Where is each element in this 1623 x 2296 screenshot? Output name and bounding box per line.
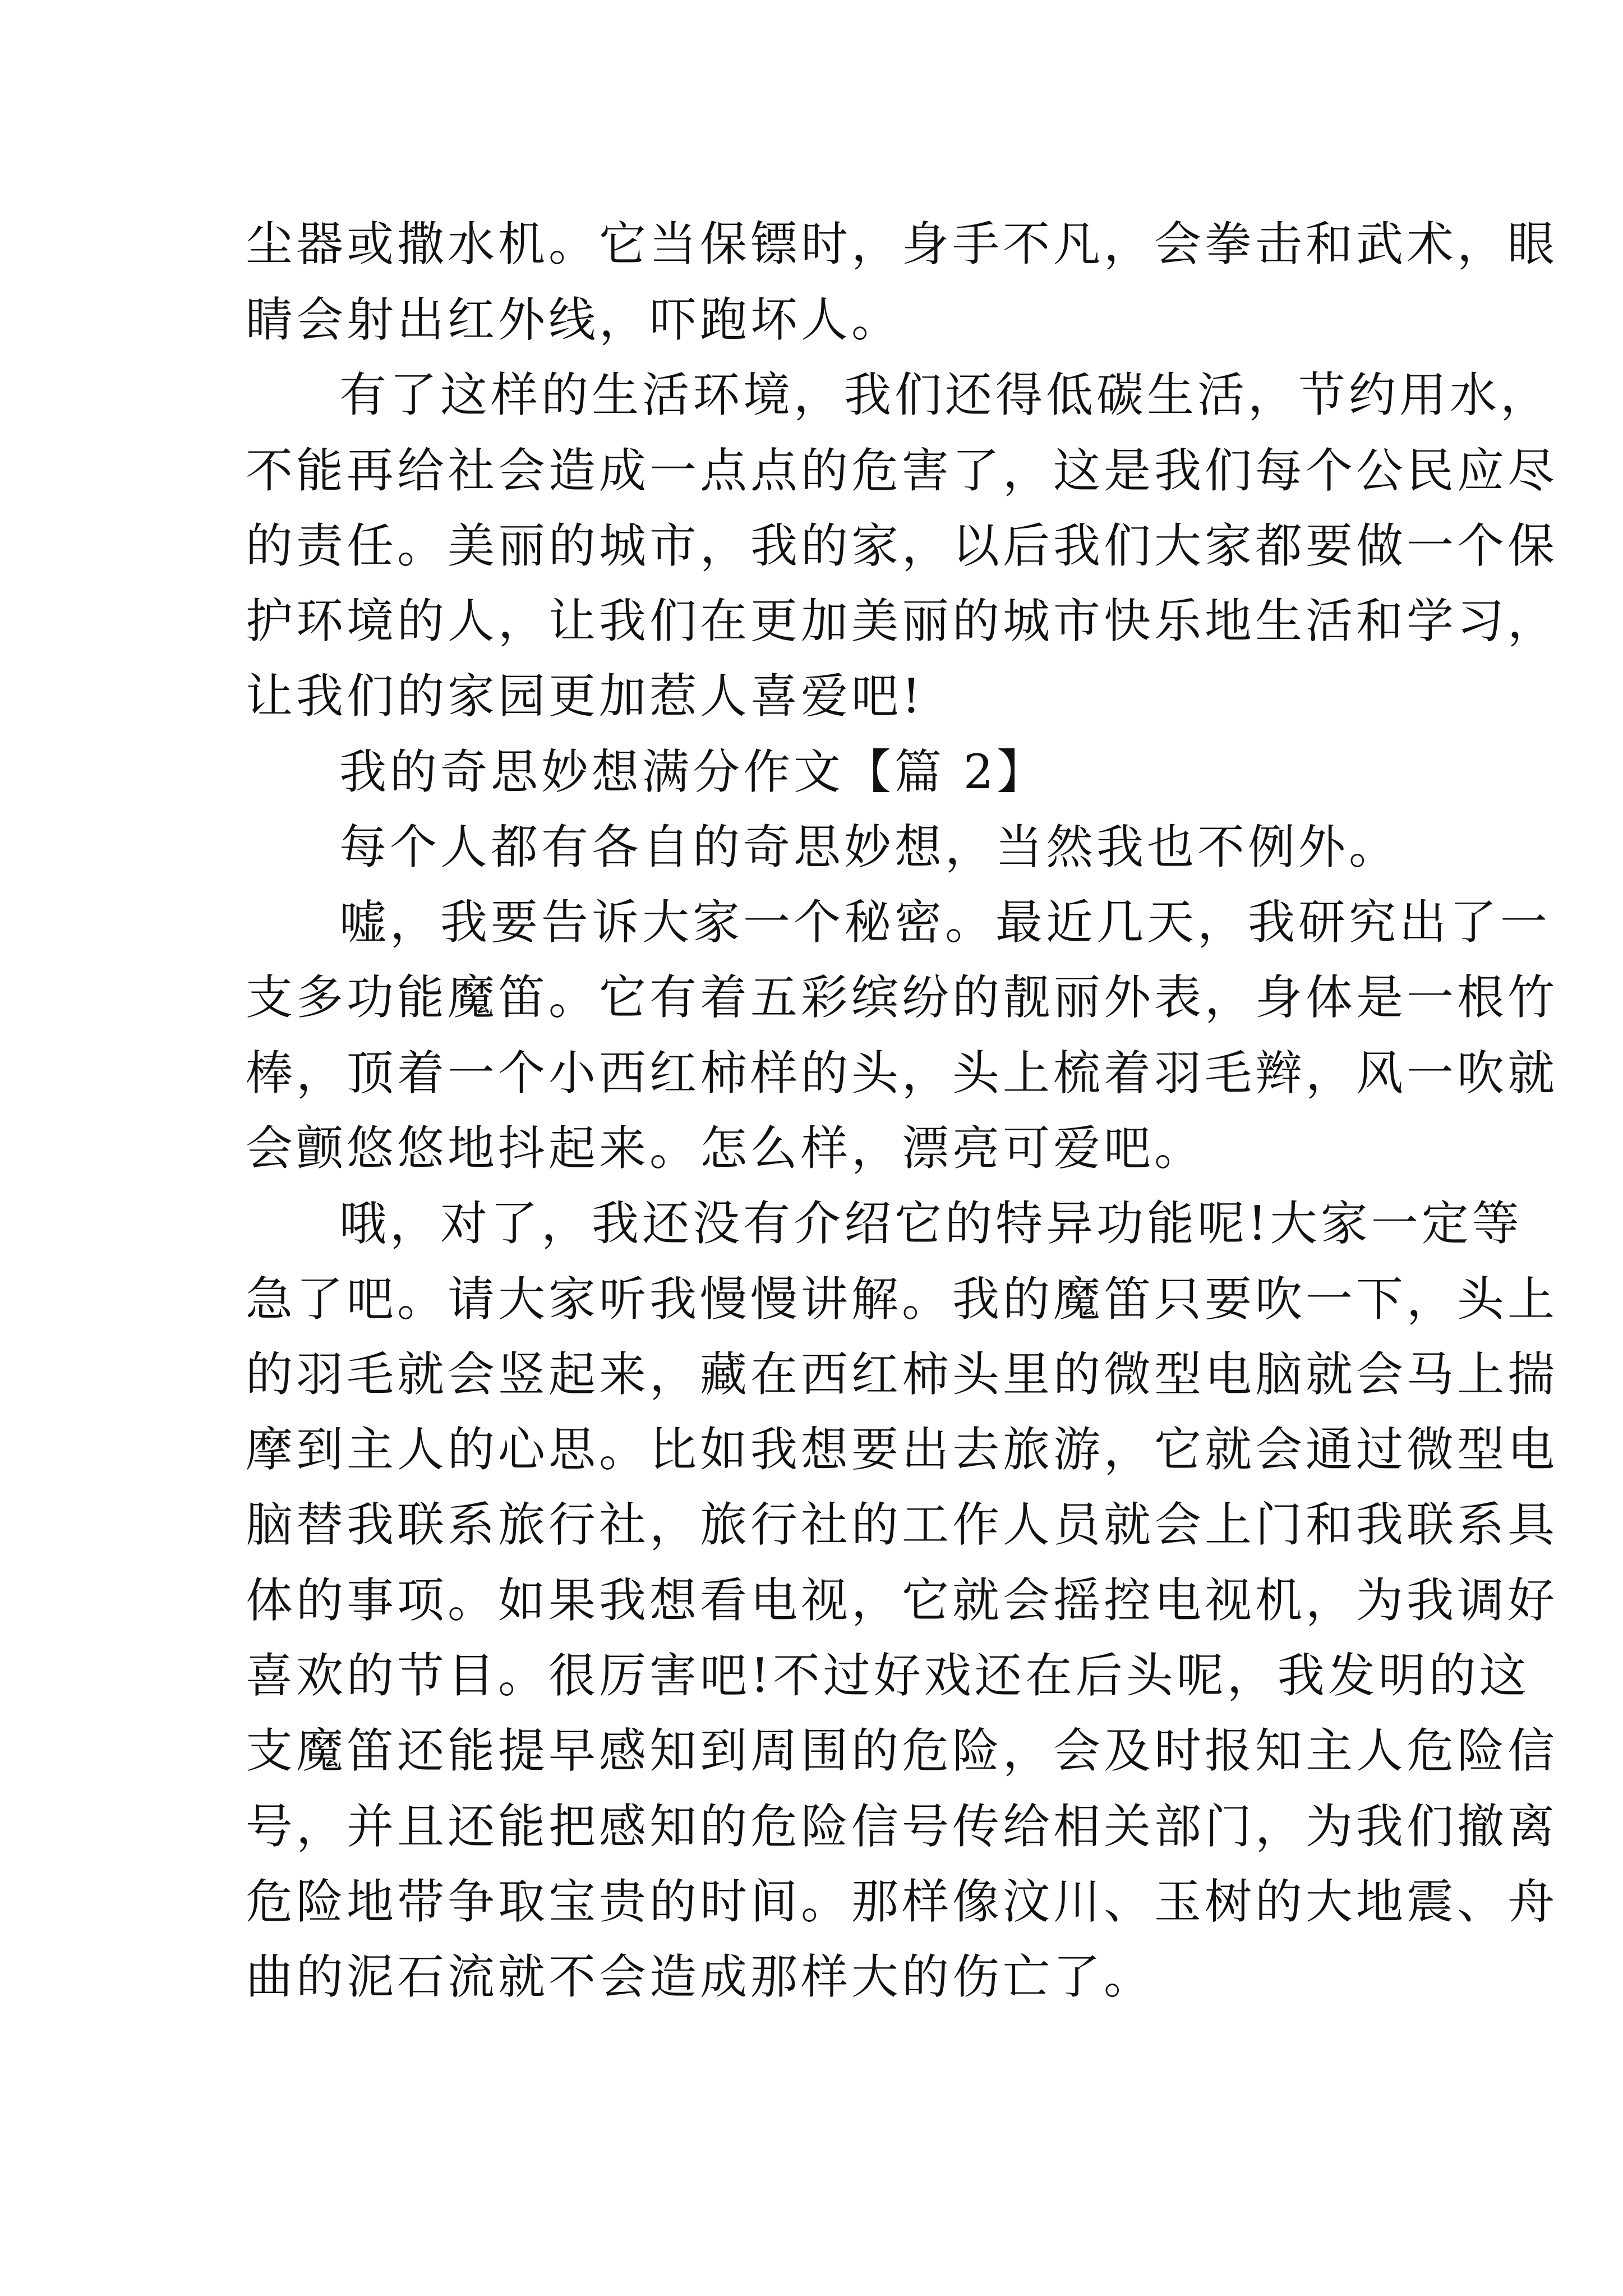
text-line: 的羽毛就会竖起来，藏在西红柿头里的微型电脑就会马上揣 — [246, 1347, 1559, 1402]
text-line: 尘器或撒水机。它当保镖时，身手不凡，会拳击和武术，眼 — [246, 217, 1559, 272]
text-line: 不能再给社会造成一点点的危害了，这是我们每个公民应尽 — [246, 443, 1559, 498]
text-line: 棒，顶着一个小西红柿样的头，头上梳着羽毛辫，风一吹就 — [246, 1046, 1559, 1101]
text-line: 喜欢的节目。很厉害吧!不过好戏还在后头呢，我发明的这 — [246, 1648, 1530, 1703]
text-line: 支魔笛还能提早感知到周围的危险，会及时报知主人危险信 — [246, 1723, 1559, 1778]
text-line: 护环境的人，让我们在更加美丽的城市快乐地生活和学习， — [246, 593, 1559, 648]
paragraph-start-line: 每个人都有各自的奇思妙想，当然我也不例外。 — [339, 820, 1400, 875]
text-line: 脑替我联系旅行社，旅行社的工作人员就会上门和我联系具 — [246, 1497, 1559, 1552]
text-line: 危险地带争取宝贵的时间。那样像汶川、玉树的大地震、舟 — [246, 1874, 1559, 1929]
paragraph-start-line: 哦，对了，我还没有介绍它的特异功能呢!大家一定等 — [339, 1196, 1523, 1251]
text-line: 号，并且还能把感知的危险信号传给相关部门，为我们撤离 — [246, 1799, 1559, 1854]
text-line: 支多功能魔笛。它有着五彩缤纷的靓丽外表，身体是一根竹 — [246, 970, 1559, 1025]
text-line: 曲的泥石流就不会造成那样大的伤亡了。 — [246, 1949, 1155, 2004]
text-line: 会颤悠悠地抖起来。怎么样，漂亮可爱吧。 — [246, 1121, 1205, 1176]
text-line: 体的事项。如果我想看电视，它就会摇控电视机，为我调好 — [246, 1573, 1559, 1628]
text-line: 的责任。美丽的城市，我的家，以后我们大家都要做一个保 — [246, 518, 1559, 573]
text-line: 摩到主人的心思。比如我想要出去旅游，它就会通过微型电 — [246, 1422, 1559, 1477]
text-line: 急了吧。请大家听我慢慢讲解。我的魔笛只要吹一下，头上 — [246, 1272, 1559, 1327]
paragraph-start-line: 有了这样的生活环境，我们还得低碳生活，节约用水， — [339, 367, 1551, 422]
section-heading: 我的奇思妙想满分作文【篇 2】 — [339, 744, 1048, 799]
text-line: 睛会射出红外线，吓跑坏人。 — [246, 292, 902, 347]
text-line: 让我们的家园更加惹人喜爱吧! — [246, 669, 924, 724]
paragraph-start-line: 嘘，我要告诉大家一个秘密。最近几天，我研究出了一 — [339, 895, 1551, 950]
